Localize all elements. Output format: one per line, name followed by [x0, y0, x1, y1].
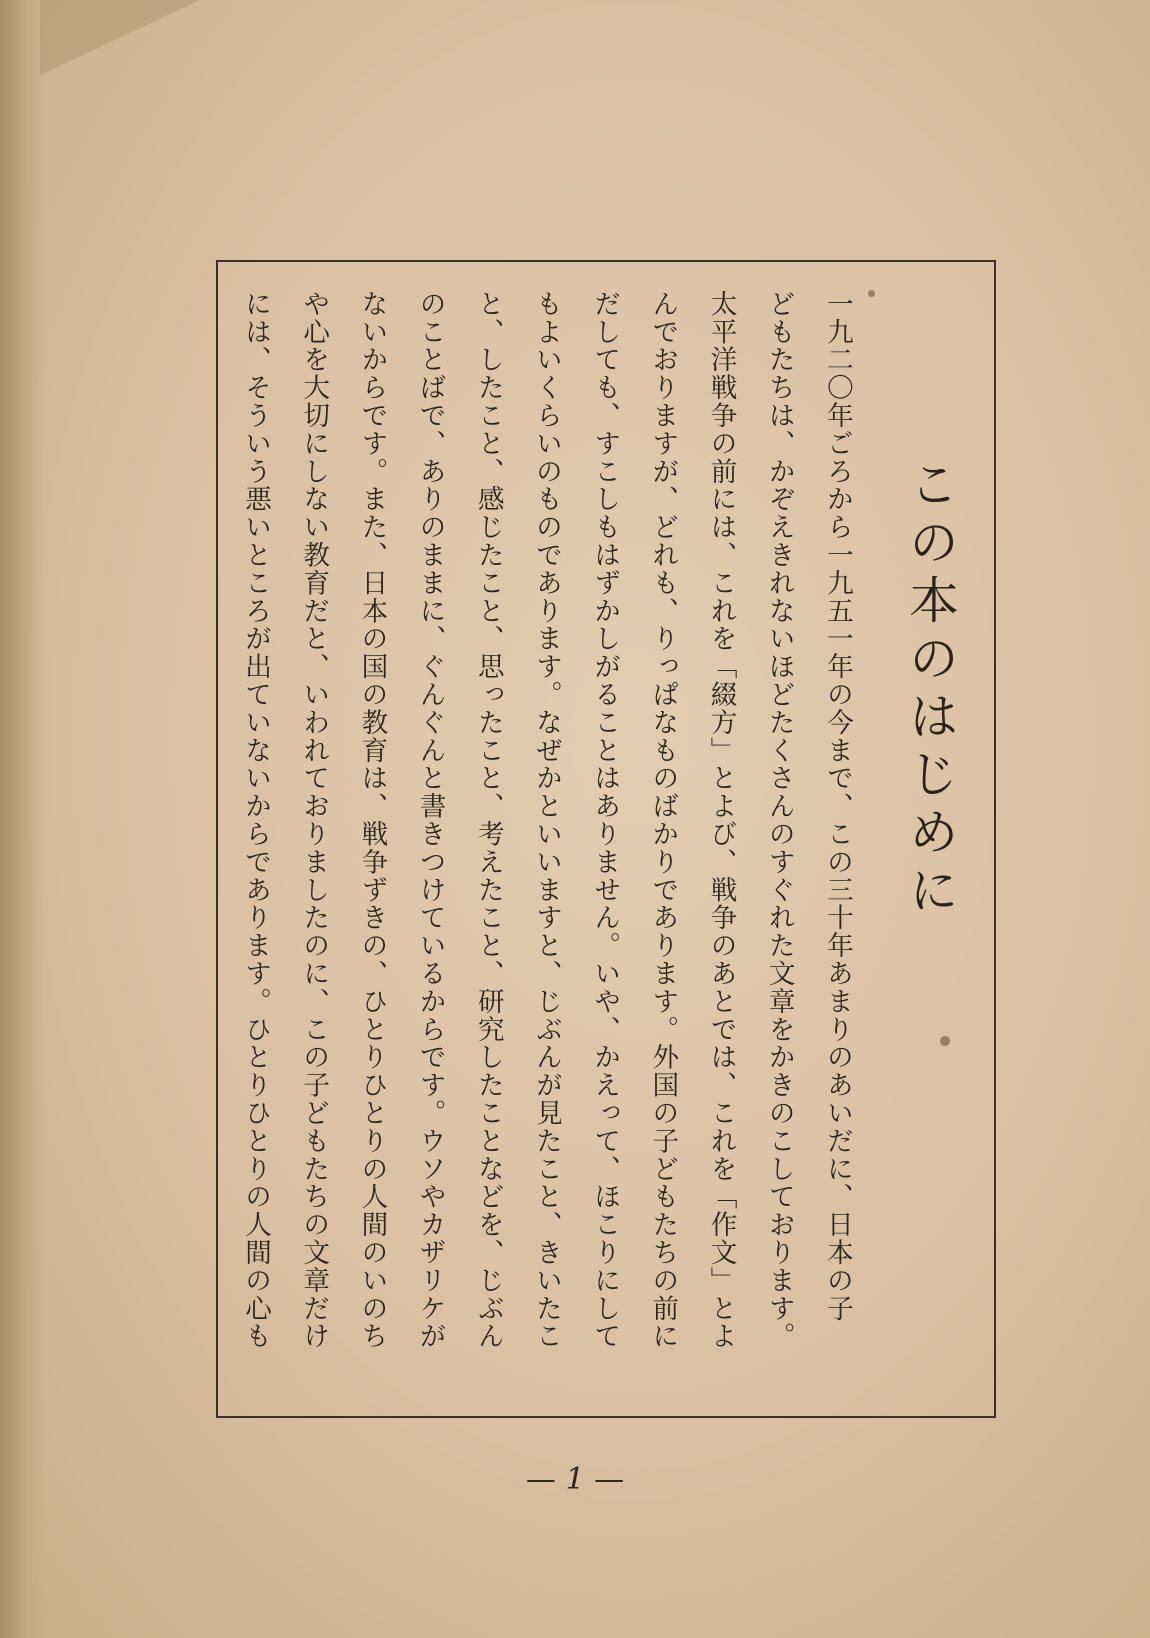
page-title: この本のはじめに	[901, 458, 959, 922]
text-column: には、そういう悪いところが出ていないからであります。ひとりひとりの人間の心も	[240, 290, 271, 1351]
spine-shadow	[0, 0, 46, 1638]
text-column: もよいくらいのものであります。なぜかといいますと、じぶんが見たこと、きいたこ	[530, 290, 562, 1351]
text-column: 一九二〇年ごろから一九五一年の今まで、この三十年あまりのあいだに、日本の子	[821, 290, 853, 1323]
text-column: 太平洋戦争の前には、これを「綴方」とよび、戦争のあとでは、これを「作文」とよ	[705, 290, 737, 1351]
text-column: ないからです。また、日本の国の教育は、戦争ずきの、ひとりひとりの人間のいのち	[356, 290, 388, 1351]
text-column: のことばで、ありのままに、ぐんぐんと書きつけているからです。ウソやカザリケが	[414, 290, 446, 1351]
page-number: — 1 —	[525, 1462, 625, 1497]
folded-corner	[40, 0, 200, 75]
text-column: だしても、すこしもはずかしがることはありません。いや、かえって、ほこりにして	[589, 290, 621, 1351]
vertical-body-text	[236, 290, 856, 1390]
text-column: と、したこと、感じたこと、思ったこと、考えたこと、研究したことなどを、じぶん	[472, 290, 504, 1351]
text-column: や心を大切にしない教育だと、いわれておりましたのに、この子どもたちの文章だけ	[298, 290, 330, 1351]
text-column: んでおりますが、どれも、りっぱなものばかりであります。外国の子どもたちの前に	[647, 290, 679, 1351]
text-column: どもたちは、かぞえきれないほどたくさんのすぐれた文章をかきのこしております。	[763, 290, 795, 1351]
paper-fleck	[868, 290, 875, 297]
paper-fleck	[940, 1036, 950, 1046]
